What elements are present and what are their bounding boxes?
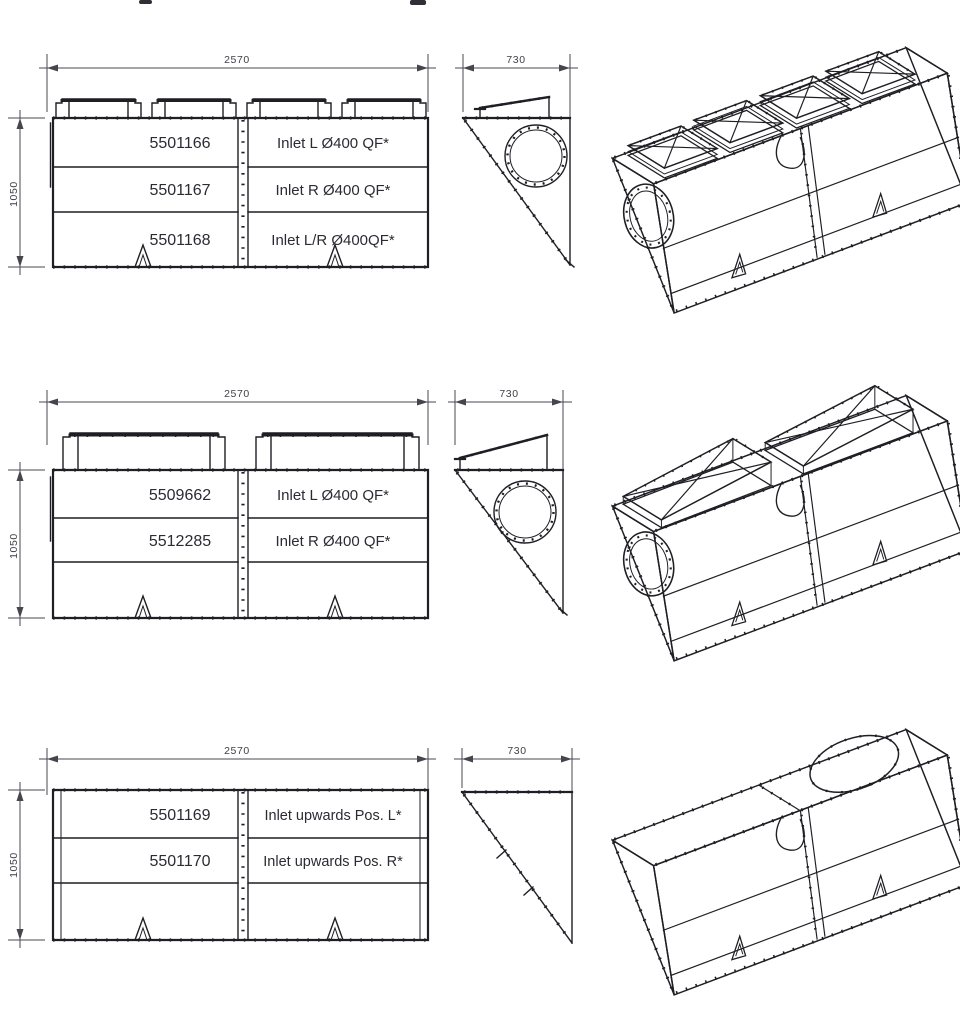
roof-hatch-flanges — [63, 433, 419, 470]
part-number: 5509662 — [148, 487, 212, 504]
dimension-depth — [454, 745, 580, 792]
lifting-lug-marks — [135, 918, 343, 940]
isometric-view-row-3 — [588, 682, 960, 1019]
wedge-hatch-2 — [765, 386, 913, 474]
isometric-view-row-2 — [588, 348, 960, 680]
dimension-depth — [448, 388, 572, 470]
part-table — [149, 135, 394, 249]
dim-height-label: 1050 — [8, 852, 20, 878]
part-number: 5501168 — [149, 232, 211, 249]
inlet-circle — [494, 481, 556, 543]
roof-hatch-flanges — [56, 99, 426, 118]
part-number: 5501167 — [149, 182, 211, 199]
dim-depth-label: 730 — [499, 388, 519, 400]
dim-width-label: 2570 — [224, 745, 250, 757]
part-number: 5501166 — [149, 135, 211, 152]
side-outline — [455, 470, 567, 615]
duct-body — [612, 730, 960, 995]
dim-depth-label: 730 — [506, 54, 526, 66]
part-description: Inlet upwards Pos. L* — [264, 808, 402, 824]
front-view-row-1 — [0, 42, 450, 294]
isometric-view-row-1 — [588, 0, 960, 348]
inlet-circle — [505, 125, 567, 187]
dimension-depth — [455, 54, 578, 118]
dim-height-label: 1050 — [8, 533, 20, 559]
part-description: Inlet L Ø400 QF* — [276, 135, 390, 152]
roof-hatch-1 — [628, 126, 717, 178]
part-number: 5501170 — [149, 853, 211, 870]
part-description: Inlet L/R Ø400QF* — [271, 232, 395, 249]
side-view-row-3 — [448, 740, 598, 975]
roof-hatch-2 — [694, 101, 783, 153]
dim-height-label: 1050 — [8, 181, 20, 207]
front-view-row-2 — [0, 385, 450, 630]
part-description: Inlet upwards Pos. R* — [263, 854, 403, 870]
part-number: 5501169 — [149, 807, 211, 824]
dimension-height — [8, 110, 45, 275]
dim-depth-label: 730 — [507, 745, 527, 757]
dimension-width — [39, 745, 436, 795]
cropped-title-remnant — [410, 0, 426, 5]
part-description: Inlet L Ø400 QF* — [276, 487, 390, 504]
dim-width-label: 2570 — [224, 388, 250, 400]
side-view-row-2 — [448, 385, 598, 630]
dimension-width — [39, 54, 436, 112]
dimension-height — [8, 782, 45, 948]
dimension-height — [8, 462, 45, 626]
part-number: 5512285 — [148, 533, 212, 550]
roof-hatch-profile — [475, 97, 549, 118]
front-view-row-3 — [0, 740, 450, 975]
lifting-lug-marks — [135, 596, 343, 618]
part-description: Inlet R Ø400 QF* — [275, 533, 391, 550]
wedge-hatch-1 — [623, 439, 771, 528]
duct-body — [612, 48, 960, 313]
roof-hatch-4 — [826, 52, 915, 104]
roof-hatch-profile — [455, 435, 547, 470]
upward-inlet-opening — [802, 725, 906, 803]
part-description: Inlet R Ø400 QF* — [275, 182, 391, 199]
side-outline — [462, 792, 572, 943]
dim-width-label: 2570 — [224, 54, 250, 66]
side-view-row-1 — [448, 42, 598, 294]
cropped-title-remnant — [139, 0, 152, 4]
